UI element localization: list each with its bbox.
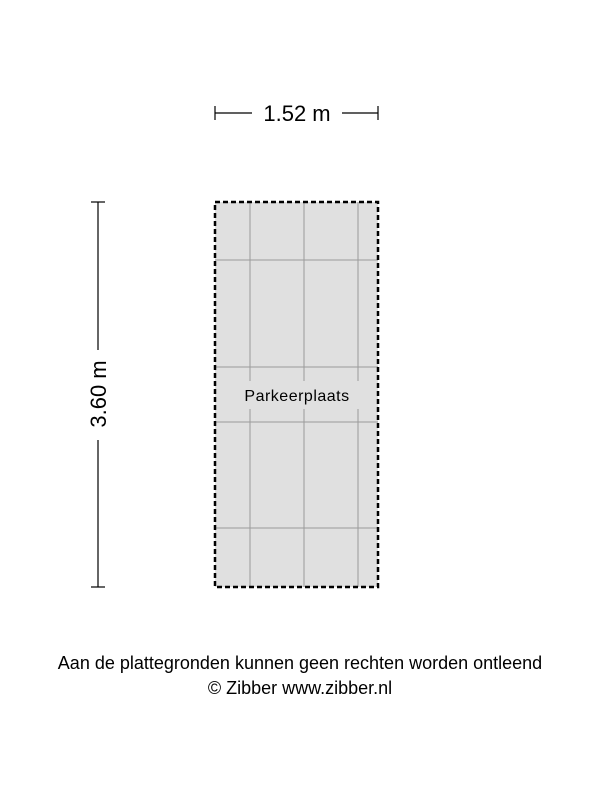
height-dimension-label: 3.60 m xyxy=(86,360,111,428)
room-label: Parkeerplaats xyxy=(244,388,350,405)
disclaimer-text: Aan de plattegronden kunnen geen rechten worden ontleend xyxy=(57,653,543,673)
width-dimension xyxy=(215,101,378,126)
room-parkeerplaats xyxy=(215,202,378,587)
width-dimension-label: 1.52 m xyxy=(263,101,331,126)
copyright-text: © Zibber www.zibber.nl xyxy=(207,678,393,698)
height-dimension xyxy=(86,202,111,587)
